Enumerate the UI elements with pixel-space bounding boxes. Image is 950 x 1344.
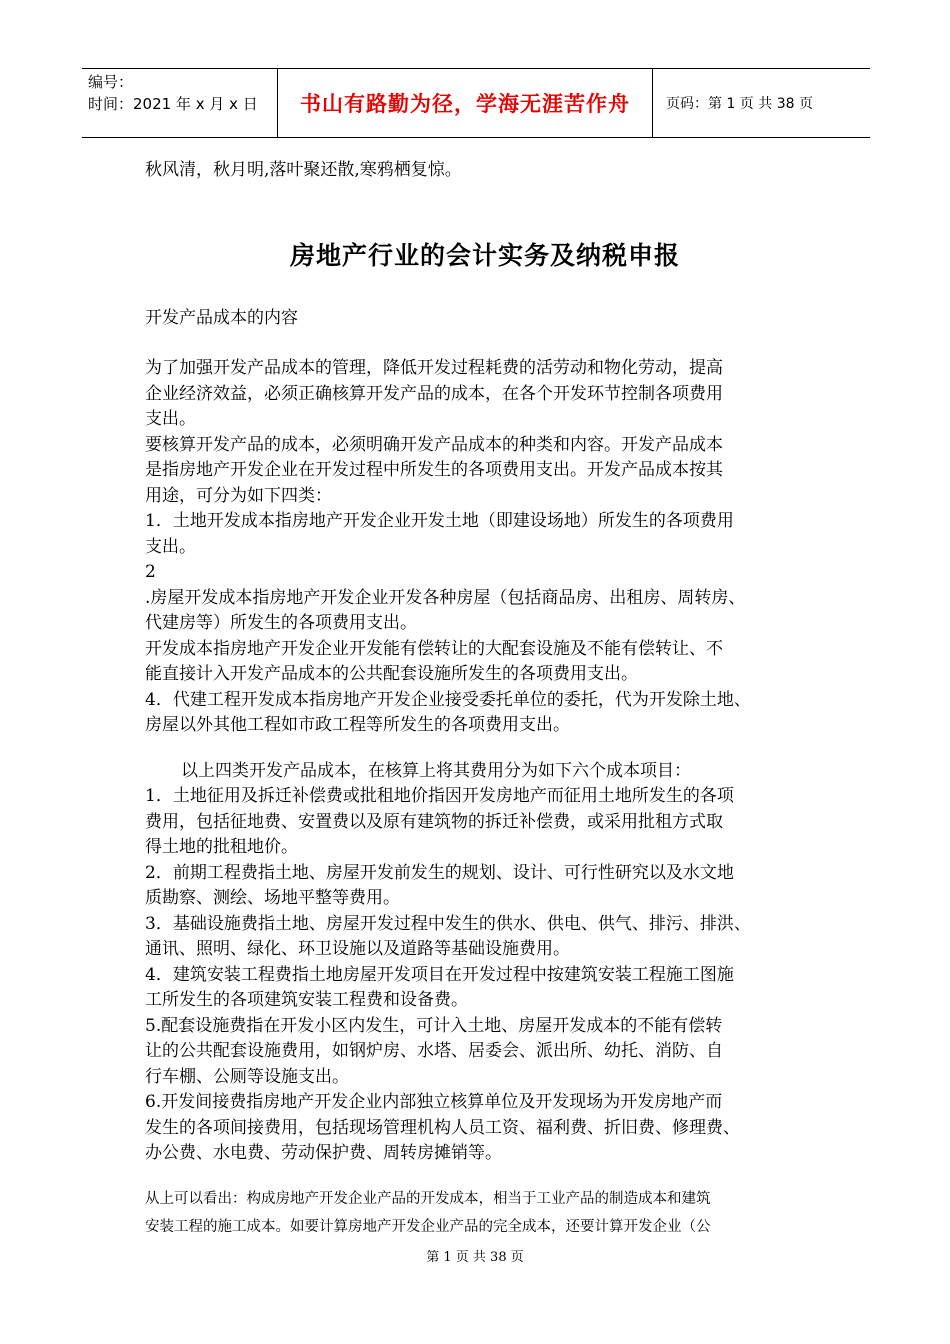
intro-line: 秋风清，秋月明,落叶聚还散,寒鸦栖复惊。 (145, 160, 462, 180)
document-title: 房地产行业的会计实务及纳税申报 (289, 240, 680, 270)
number-label: 编号： (88, 73, 134, 91)
closing-paragraph: 从上可以看出：构成房地产开发企业产品的开发成本，相当于工业产品的制造成本和建筑 安装工程的施工成本。如要计算房地产开发企业产品的完全成本，还要计算开发企业（公 (145, 1190, 711, 1235)
paragraph: 1．土地开发成本指房地产开发企业开发土地（即建设场地）所发生的各项费用 支出。 (145, 511, 734, 557)
paragraph: 5.配套设施费指在开发小区内发生，可计入土地、房屋开发成本的不能有偿转 让的公共配套设施费用，如钢炉房、水塔、居委会、派出所、幼托、消防、自 行车棚、公厕等设施支出。 (145, 1015, 723, 1087)
header-motto: 书山有路勤为径，学海无涯苦作舟 (278, 69, 653, 137)
paragraph: 4．建筑安装工程费指土地房屋开发项目在开发过程中按建筑安装工程施工图施 工所发生的各项建筑安装工程费和设备费。 (145, 964, 734, 1010)
paragraph: 开发成本指房地产开发企业开发能有偿转让的大配套设施及不能有偿转让、不 能直接计入开发产品成本的公共配套设施所发生的各项费用支出。 (145, 638, 723, 684)
paragraph: 6.开发间接费指房地产开发企业内部独立核算单位及开发现场为开发房地产而 发生的各项间接费用，包括现场管理机构人员工资、福利费、折旧费、修理费、 办公费、水电费、劳动保护费、周转房摊销等。 (145, 1092, 740, 1163)
header-page-label: 页码：第 1 页 共 38 页 (666, 96, 813, 112)
paragraph: 1．土地征用及拆迁补偿费或批租地价指因开发房地产而征用土地所发生的各项 费用，包括征地费、安置费以及原有建筑物的拆迁补偿费，或采用批租方式取 得土地的批租地价。 (145, 786, 734, 857)
page-footer: 第 1 页 共 38 页 (426, 1250, 524, 1265)
header-meta (82, 69, 278, 137)
paragraph: 3．基础设施费指土地、房屋开发过程中发生的供水、供电、供气、排污、排洪、 通讯、照明、绿化、环卫设施以及道路等基础设施费用。 (145, 913, 751, 959)
section-subtitle: 开发产品成本的内容 (145, 307, 298, 328)
date-label: 时间：2021 年 x 月 x 日 (88, 95, 258, 113)
paragraph: 4．代建工程开发成本指房地产开发企业接受委托单位的委托，代为开发除土地、 房屋以外其他工程如市政工程等所发生的各项费用支出。 (145, 689, 751, 735)
paragraph: .房屋开发成本指房地产开发企业开发各种房屋（包括商品房、出租房、周转房、 代建房等）所发生的各项费用支出。 (145, 587, 746, 633)
indent-line: 以上四类开发产品成本，在核算上将其费用分为如下六个成本项目： (181, 760, 691, 781)
paragraph: 要核算开发产品的成本，必须明确开发产品成本的种类和内容。开发产品成本 是指房地产开发企业在开发过程中所发生的各项费用支出。开发产品成本按其 用途，可分为如下四类： (145, 434, 723, 506)
paragraph: 2 (145, 562, 156, 582)
paragraph: 2．前期工程费指土地、房屋开发前发生的规划、设计、可行性研究以及水文地 质勘察、测绘、场地平整等费用。 (145, 862, 734, 908)
page-header (82, 68, 870, 138)
paragraph: 为了加强开发产品成本的管理，降低开发过程耗费的活劳动和物化劳动，提高 企业经济效益，必须正确核算开发产品的成本，在各个开发环节控制各项费用 支出。 (145, 358, 723, 429)
document-body (145, 150, 825, 1241)
